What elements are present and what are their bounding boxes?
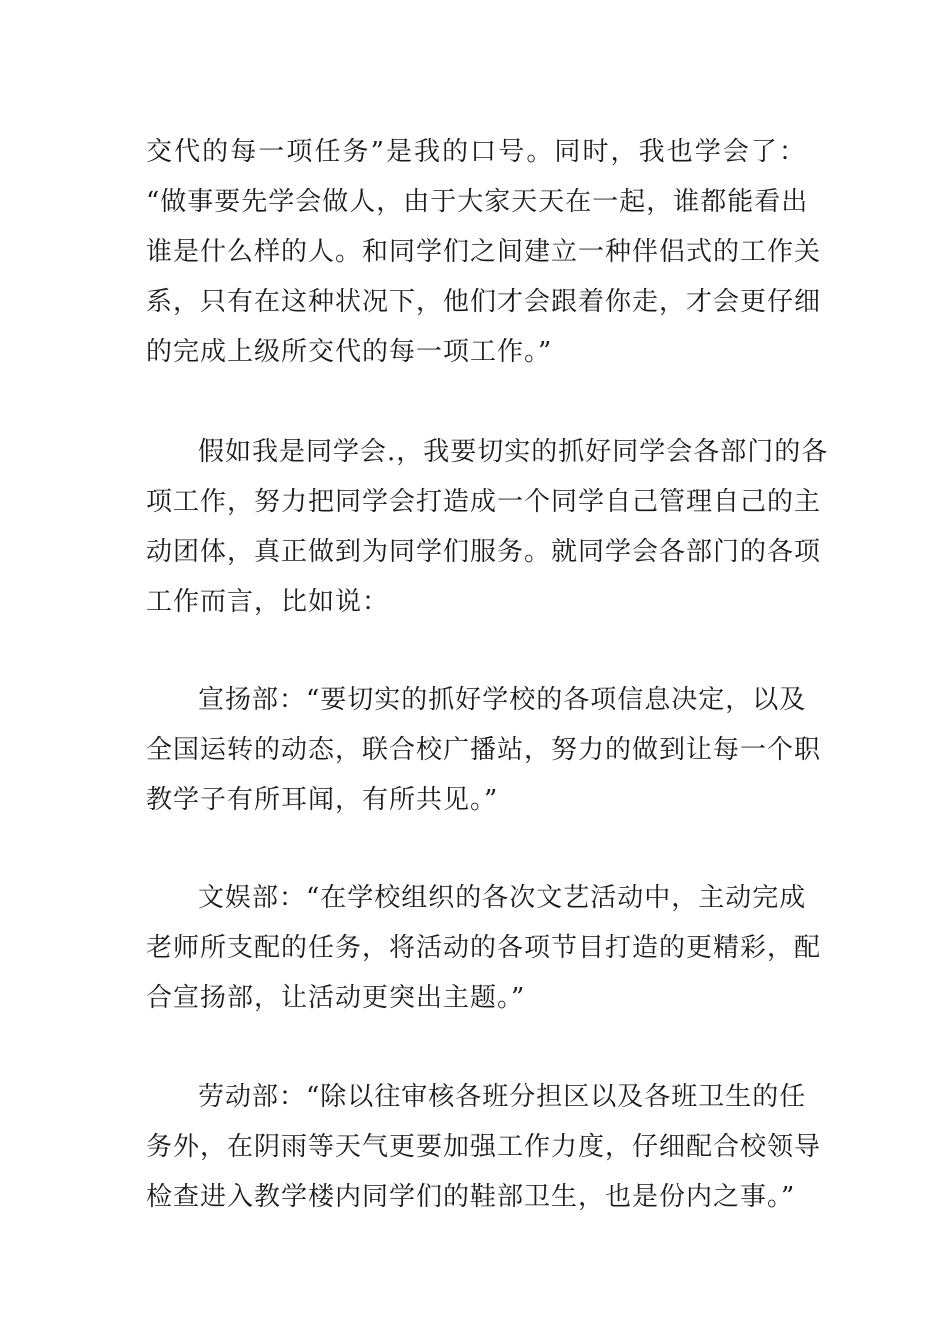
text-line: 务外，在阴雨等天气更要加强工作力度，仔细配合校领导 bbox=[146, 1132, 822, 1162]
text-line: 宣扬部：“要切实的抓好学校的各项信息决定，以及 bbox=[198, 685, 807, 715]
text-line: 合宣扬部，让活动更突出主题。” bbox=[146, 983, 526, 1013]
text-line: 谁是什么样的人。和同学们之间建立一种伴侣式的工作关 bbox=[146, 237, 822, 267]
text-line: 假如我是同学会.，我要切实的抓好同学会各部门的各 bbox=[198, 437, 829, 467]
text-line: 老师所支配的任务，将活动的各项节目打造的更精彩，配 bbox=[146, 933, 822, 963]
text-line: 工作而言，比如说： bbox=[146, 587, 390, 617]
text-line: 项工作，努力把同学会打造成一个同学自己管理自己的主 bbox=[146, 487, 822, 517]
text-line: 动团体，真正做到为同学们服务。就同学会各部门的各项 bbox=[146, 537, 822, 567]
text-line: 系，只有在这种状况下，他们才会跟着你走，才会更仔细 bbox=[146, 287, 822, 317]
text-line: 劳动部：“除以往审核各班分担区以及各班卫生的任 bbox=[198, 1082, 807, 1112]
text-line: 教学子有所耳闻，有所共见。” bbox=[146, 785, 499, 815]
text-line: 检查进入教学楼内同学们的鞋部卫生，也是份内之事。” bbox=[146, 1182, 796, 1212]
text-line: 交代的每一项任务”是我的口号。同时，我也学会了： bbox=[146, 137, 806, 167]
text-line: 全国运转的动态，联合校广播站，努力的做到让每一个职 bbox=[146, 735, 822, 765]
text-line: “做事要先学会做人，由于大家天天在一起，谁都能看出 bbox=[146, 187, 809, 217]
text-line: 文娱部：“在学校组织的各次文艺活动中，主动完成 bbox=[198, 883, 807, 913]
text-line: 的完成上级所交代的每一项工作。” bbox=[146, 337, 553, 367]
